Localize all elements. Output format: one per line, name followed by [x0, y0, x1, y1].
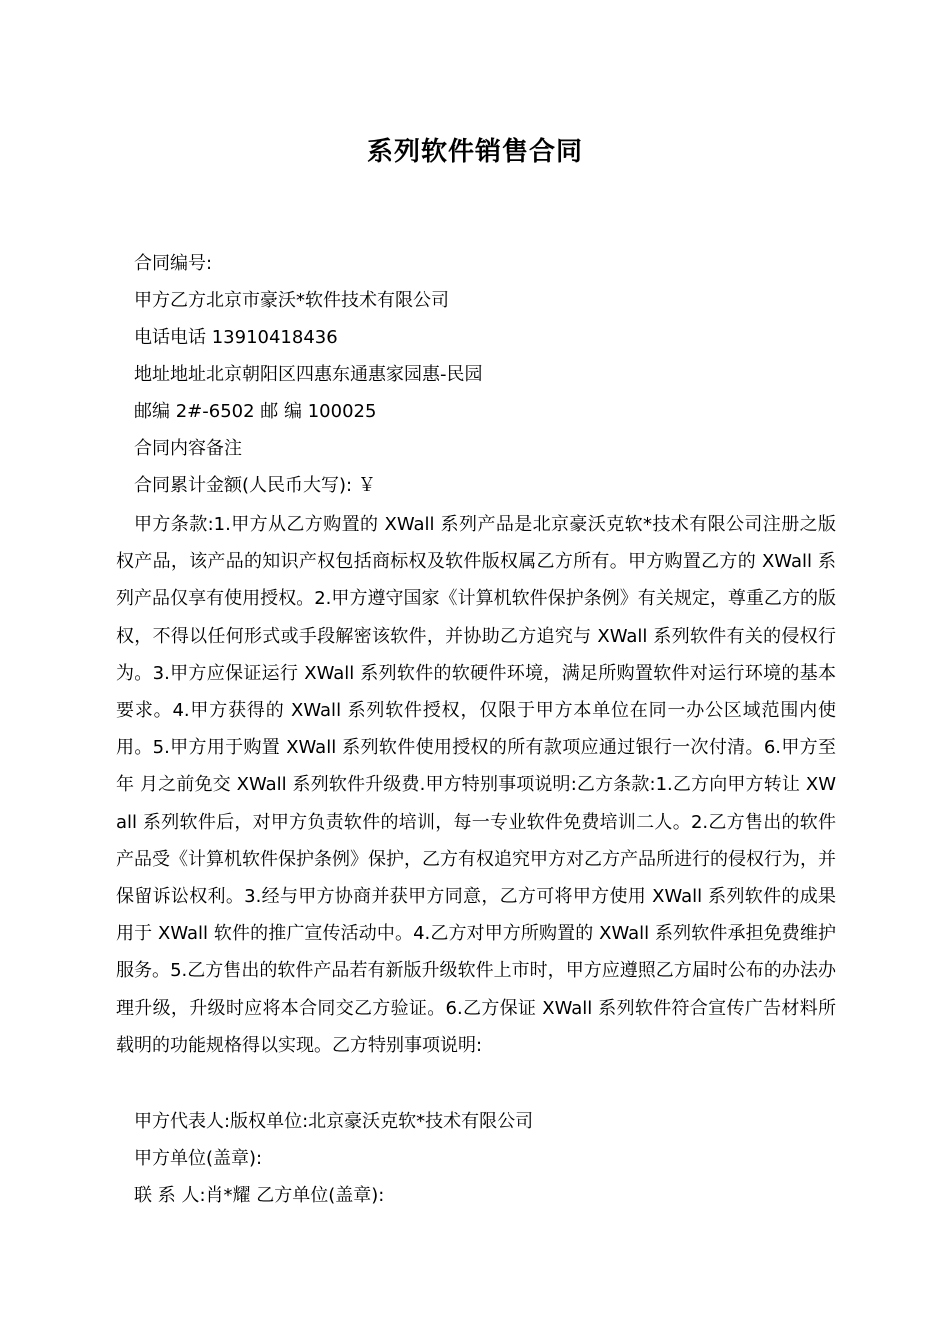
contact-person-line: 联 系 人:肖*耀 乙方单位(盖章):	[134, 1185, 385, 1206]
phone-line: 电话电话 13910418436	[134, 327, 338, 348]
page-title: 系列软件销售合同	[366, 137, 583, 167]
contract-terms-paragraph: 甲方条款:1.甲方从乙方购置的 XWall 系列产品是北京豪沃克软*技术有限公司注册之版权产品，该产品的知识产权包括商标权及软件版权属乙方所有。甲方购置乙方的 XWall 系列产品仅享有使用授权。2.甲方遵守国家《计算机软件保护条例》有关规定，尊重乙方的版权，不得以任何形式或手段解密该软件，并协助乙方追究与 XWall 系列软件有关的侵权行为。3.甲方应保证运行 XWall 系列软件的软硬件环境，满足所购置软件对运行环境的基本要求。4.甲方获得的 XWall 系列软件授权，仅限于甲方本单位在同一办公区域范围内使用。5.甲方用于购置 XWall 系列软件使用授权的所有款项应通过银行一次付清。6.甲方至 年 月之前免交 XWall 系列软件升级费.甲方特别事项说明:乙方条款:1.乙方向甲方转让 XWall 系列软件后，对甲方负责软件的培训，每一专业软件免费培训二人。2.乙方售出的软件产品受《计算机软件保护条例》保护，乙方有权追究甲方对乙方产品所进行的侵权行为，并保留诉讼权利。3.经与甲方协商并获甲方同意，乙方可将甲方使用 XWall 系列软件的成果用于 XWall 软件的推广宣传活动中。4.乙方对甲方所购置的 XWall 系列软件承担免费维护服务。5.乙方售出的软件产品若有新版升级软件上市时，甲方应遵照乙方届时公布的办法办理升级，升级时应将本合同交乙方验证。6.乙方保证 XWall 系列软件符合宣传广告材料所载明的功能规格得以实现。乙方特别事项说明:	[116, 514, 836, 1056]
party-line: 甲方乙方北京市豪沃*软件技术有限公司	[134, 290, 449, 311]
party-a-representative-line: 甲方代表人:版权单位:北京豪沃克软*技术有限公司	[134, 1111, 534, 1132]
contract-amount-line: 合同累计金额(人民币大写): ￥	[134, 475, 376, 496]
party-a-seal-line: 甲方单位(盖章):	[134, 1148, 263, 1169]
address-line: 地址地址北京朝阳区四惠东通惠家园惠-民园	[134, 364, 483, 385]
postcode-line: 邮编 2#-6502 邮 编 100025	[134, 401, 377, 422]
contract-remarks-line: 合同内容备注	[134, 438, 242, 459]
contract-number-line: 合同编号:	[134, 253, 213, 274]
